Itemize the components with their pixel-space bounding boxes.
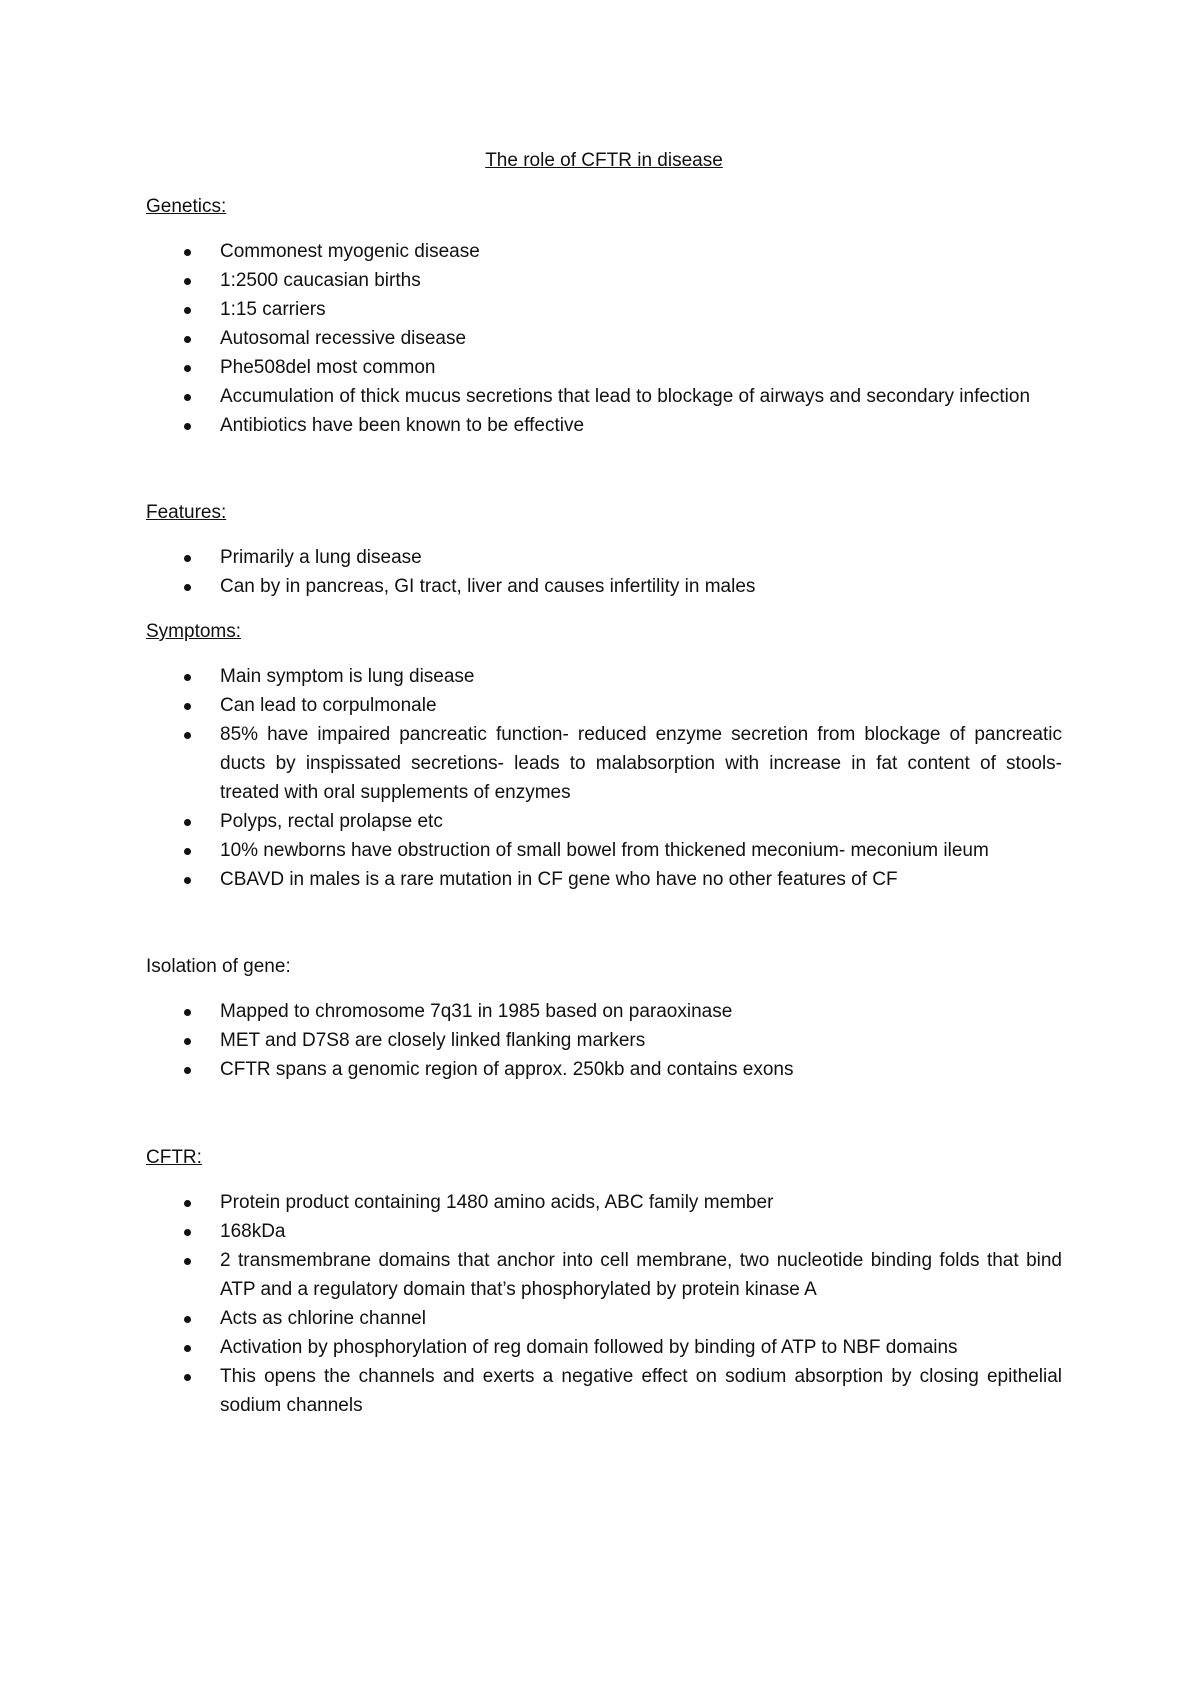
spacer [146,440,1062,498]
document-body [146,146,1062,1420]
list-item-text: 10% newborns have obstruction of small bowel from thickened meconium- meconium ileum [220,840,989,861]
section-heading-symptoms: Symptoms: [146,621,242,642]
list-item [146,572,1062,601]
cftr-list [146,1188,1062,1420]
list-item-text: Primarily a lung disease [220,547,422,568]
genetics-list [146,237,1062,440]
bullet-icon [184,848,191,855]
list-item [146,865,1062,894]
bullet-icon [184,249,191,256]
spacer [146,601,1062,617]
bullet-icon [184,703,191,710]
list-item-text: Protein product containing 1480 amino acids, ABC family member [220,1192,774,1213]
list-item-text: 2 transmembrane domains that anchor into cell membrane, two nucleotide binding folds that bind ATP and a regulatory domain that’s phosphorylated by protein kinase A [220,1250,1062,1300]
bullet-icon [184,1009,191,1016]
list-item [146,353,1062,382]
list-item [146,1217,1062,1246]
list-item [146,295,1062,324]
list-item-text: This opens the channels and exerts a negative effect on sodium absorption by closing epithelial sodium channels [220,1366,1062,1416]
bullet-icon [184,336,191,343]
spacer [146,1084,1062,1143]
list-item [146,662,1062,691]
list-item-text: 1:2500 caucasian births [220,270,421,291]
list-item-text: CFTR spans a genomic region of approx. 250kb and contains exons [220,1059,794,1080]
section-heading-cftr: CFTR: [146,1147,202,1168]
list-item-text: Phe508del most common [220,357,436,378]
bullet-icon [184,877,191,884]
list-item-text: MET and D7S8 are closely linked flanking markers [220,1030,646,1051]
document-title: The role of CFTR in disease [485,150,723,171]
list-item [146,1055,1062,1084]
list-item [146,411,1062,440]
list-item-text: CBAVD in males is a rare mutation in CF gene who have no other features of CF [220,869,898,890]
list-item-text: Activation by phosphorylation of reg domain followed by binding of ATP to NBF domains [220,1337,958,1358]
list-item [146,691,1062,720]
isolation-list [146,997,1062,1084]
list-item-text: 168kDa [220,1221,286,1242]
list-item-text: Mapped to chromosome 7q31 in 1985 based on paraoxinase [220,1001,733,1022]
list-item-text: Accumulation of thick mucus secretions that lead to blockage of airways and secondary infection [220,386,1031,407]
list-item [146,1333,1062,1362]
bullet-icon [184,1258,191,1265]
bullet-icon [184,1200,191,1207]
bullet-icon [184,1345,191,1352]
list-item [146,997,1062,1026]
list-item-text: Main symptom is lung disease [220,666,475,687]
list-item [146,1246,1062,1304]
bullet-icon [184,1067,191,1074]
list-item-text: Polyps, rectal prolapse etc [220,811,443,832]
list-item-text: Can by in pancreas, GI tract, liver and causes infertility in males [220,576,756,597]
list-item [146,324,1062,353]
features-list [146,543,1062,601]
bullet-icon [184,674,191,681]
bullet-icon [184,394,191,401]
bullet-icon [184,1374,191,1381]
list-item-text: Acts as chlorine channel [220,1308,426,1329]
section-heading-genetics: Genetics: [146,196,227,217]
bullet-icon [184,1316,191,1323]
symptoms-list [146,662,1062,894]
bullet-icon [184,555,191,562]
list-item [146,836,1062,865]
bullet-icon [184,278,191,285]
list-item [146,720,1062,807]
list-item-text: Can lead to corpulmonale [220,695,437,716]
list-item-text: 1:15 carriers [220,299,326,320]
list-item [146,1026,1062,1055]
bullet-icon [184,1038,191,1045]
bullet-icon [184,365,191,372]
list-item [146,382,1062,411]
list-item-text: Antibiotics have been known to be effective [220,415,585,436]
bullet-icon [184,307,191,314]
section-heading-isolation: Isolation of gene: [146,956,291,977]
list-item [146,1188,1062,1217]
list-item-text: Autosomal recessive disease [220,328,467,349]
list-item [146,1304,1062,1333]
list-item [146,543,1062,572]
bullet-icon [184,1229,191,1236]
list-item [146,237,1062,266]
bullet-icon [184,584,191,591]
bullet-icon [184,819,191,826]
spacer [146,894,1062,952]
list-item-text: 85% have impaired pancreatic function- reduced enzyme secretion from blockage of pancreatic ducts by inspissated secretions- leads to malabsorption with increase in fat content of stools- treated with oral supplements of enzymes [220,724,1062,803]
section-heading-features: Features: [146,502,227,523]
list-item [146,807,1062,836]
bullet-icon [184,732,191,739]
bullet-icon [184,423,191,430]
list-item [146,1362,1062,1420]
list-item [146,266,1062,295]
list-item-text: Commonest myogenic disease [220,241,480,262]
